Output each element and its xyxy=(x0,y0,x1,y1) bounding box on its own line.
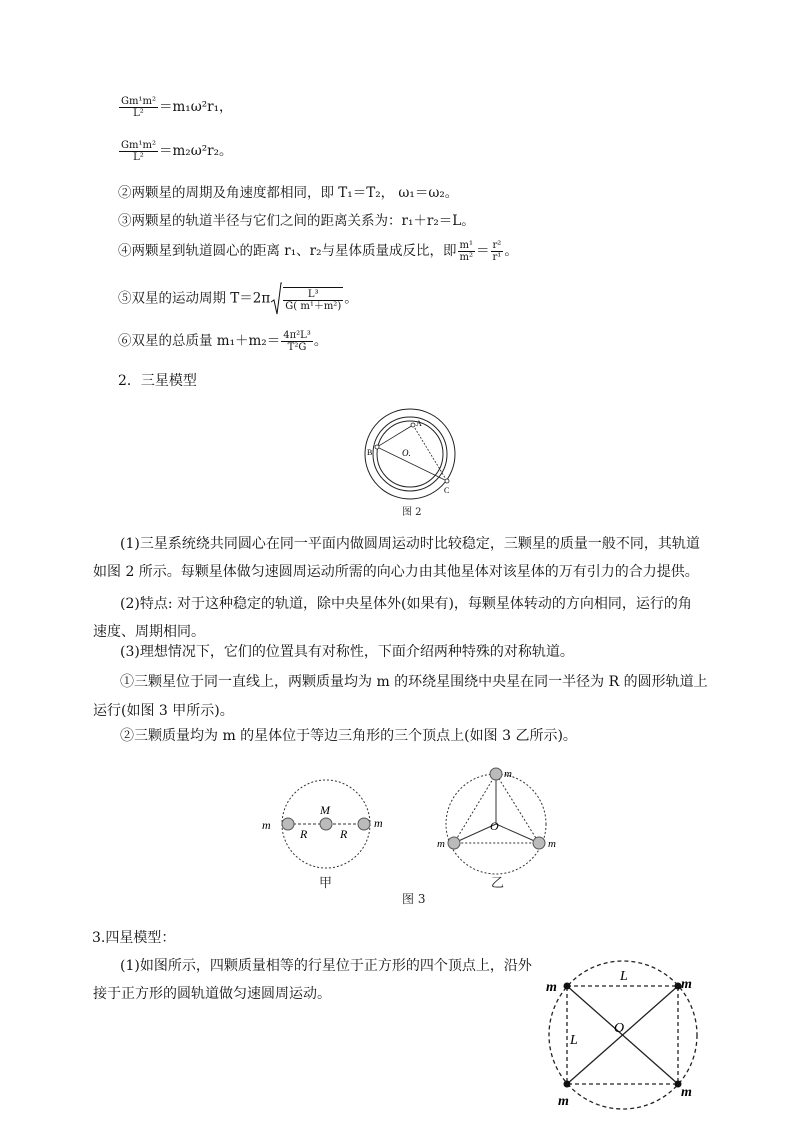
fraction xyxy=(119,140,158,163)
item-4 xyxy=(118,240,518,263)
paragraph-2 xyxy=(120,590,692,618)
star-b xyxy=(375,445,379,449)
numerator: r² xyxy=(492,240,502,251)
figure-2-caption: 图 2 xyxy=(402,507,422,518)
denominator: G( m¹＋m²) xyxy=(285,300,342,312)
section-3-paragraph-cont xyxy=(93,980,331,1008)
star-top xyxy=(490,768,502,780)
label-m-br: m xyxy=(681,1085,692,1100)
star-bottom-left xyxy=(564,1081,571,1088)
numerator: Gm¹m² xyxy=(121,96,156,107)
numerator: m¹ xyxy=(459,240,474,251)
star-left xyxy=(448,837,460,849)
label-L-left: L xyxy=(570,1033,578,1048)
paragraph-3-text: (3)理想情况下，它们的位置具有对称性，下面介绍两种特殊的对称轨道。 xyxy=(120,644,574,660)
figure-3-yi xyxy=(436,764,566,876)
star-top-left xyxy=(564,983,571,990)
label-m-tl: m xyxy=(546,980,557,995)
label-b: B xyxy=(367,448,373,457)
item-6-text: ⑥双星的总质量 m₁＋m₂＝ xyxy=(118,333,281,349)
fraction xyxy=(491,240,504,263)
star-c xyxy=(445,479,449,483)
paragraph-1-cont xyxy=(93,558,699,586)
label-m-right: m xyxy=(374,816,383,830)
star-M-center xyxy=(320,818,332,830)
label-m-tr: m xyxy=(681,977,692,992)
star-m-left xyxy=(282,818,294,830)
fraction xyxy=(281,330,313,353)
paragraph-2-text: (2)特点: 对于这种稳定的轨道，除中央星体外(如果有)，每颗星体转动的方向相同，运行的角 xyxy=(120,596,692,612)
equals-sign: ＝ xyxy=(476,243,490,259)
radical-sign xyxy=(270,282,282,316)
numerator: Gm¹m² xyxy=(121,140,156,151)
label-c: C xyxy=(444,486,450,495)
item-5-text: ⑤双星的运动周期 T＝2π xyxy=(118,290,271,307)
paragraph-1-text: (1)三星系统绕共同圆心在同一平面内做圆周运动时比较稳定，三颗星的质量一般不同，其轨道 xyxy=(120,536,700,552)
paragraph-4 xyxy=(120,668,708,696)
paragraph-1 xyxy=(120,530,700,558)
formula-rhs: ＝m₁ω²r₁， xyxy=(158,99,233,115)
label-o: O. xyxy=(402,448,411,458)
label-m-right: m xyxy=(548,838,556,850)
denominator: T²G xyxy=(287,342,307,353)
figure-2 xyxy=(360,408,460,500)
formula-2 xyxy=(118,140,232,163)
label-M: M xyxy=(320,803,330,817)
numerator: L³ xyxy=(283,289,343,301)
item-3: ③两颗星的轨道半径与它们之间的距离关系为：r₁＋r₂＝L。 xyxy=(118,213,475,229)
item-4-end: 。 xyxy=(504,243,518,259)
label-R-right: R xyxy=(340,827,348,841)
star-m-right xyxy=(358,818,370,830)
paragraph-3 xyxy=(120,638,574,666)
paragraph-1b-text: 如图 2 所示。每颗星体做匀速圆周运动所需的向心力由其他星体对该星体的万有引力的合力提供。 xyxy=(93,564,699,580)
numerator: 4π²L³ xyxy=(283,330,311,341)
label-m-top: m xyxy=(504,768,512,780)
figure-3-caption: 图 3 xyxy=(402,892,426,906)
label-o: O xyxy=(614,1021,625,1036)
label-R-left: R xyxy=(300,827,308,841)
section-3-heading: 3.四星模型： xyxy=(92,930,176,946)
figure-3-yi-label: 乙 xyxy=(491,876,505,891)
fraction xyxy=(283,287,343,312)
figure-3-jia xyxy=(258,776,394,872)
item-2: ②两颗星的周期及角速度都相同，即 T₁＝T₂， ω₁＝ω₂。 xyxy=(118,185,459,201)
paragraph-5 xyxy=(120,722,577,750)
label-L-top: L xyxy=(620,969,628,984)
paragraph-5-text: ②三颗质量均为 m 的星体位于等边三角形的三个顶点上(如图 3 乙所示)。 xyxy=(120,728,577,744)
section-3-text: (1)如图所示，四颗质量相等的行星位于正方形的四个顶点上，沿外 xyxy=(120,958,532,974)
section-3b-text: 接于正方形的圆轨道做匀速圆周运动。 xyxy=(93,986,331,1002)
label-o: O xyxy=(490,819,499,833)
denominator: m² xyxy=(459,252,474,263)
denominator: L² xyxy=(133,108,144,119)
paragraph-4-cont xyxy=(93,697,234,725)
label-m-left: m xyxy=(262,818,271,832)
fraction xyxy=(458,240,476,263)
item-6-end: 。 xyxy=(313,333,328,349)
label-a: A xyxy=(416,419,422,428)
star-a xyxy=(411,423,415,427)
paragraph-4b-text: 运行(如图 3 甲所示)。 xyxy=(93,703,234,719)
denominator: r¹ xyxy=(492,252,502,263)
formula-rhs: ＝m₂ω²r₂。 xyxy=(158,143,233,159)
formula-1 xyxy=(118,96,232,119)
item-5-end: 。 xyxy=(344,290,358,307)
label-m-left: m xyxy=(437,838,445,850)
item-5 xyxy=(118,282,358,316)
paragraph-2b-text: 速度、周期相同。 xyxy=(93,624,205,640)
item-6 xyxy=(118,330,327,353)
denominator: L² xyxy=(133,152,144,163)
paragraph-4-text: ①三颗星位于同一直线上，两颗质量均为 m 的环绕星围绕中央星在同一半径为 R 的圆形轨道上 xyxy=(120,674,708,690)
section-2-heading: 2．三星模型 xyxy=(118,373,197,389)
sqrt xyxy=(270,282,344,316)
figure-3-jia-label: 甲 xyxy=(319,876,333,891)
section-3-paragraph xyxy=(120,952,532,980)
item-4-text: ④两颗星到轨道圆心的距离 r₁、r₂与星体质量成反比，即 xyxy=(118,243,457,259)
figure-four-star xyxy=(538,950,704,1110)
label-m-bl: m xyxy=(558,1094,569,1109)
fraction xyxy=(119,96,158,119)
star-right xyxy=(533,837,545,849)
